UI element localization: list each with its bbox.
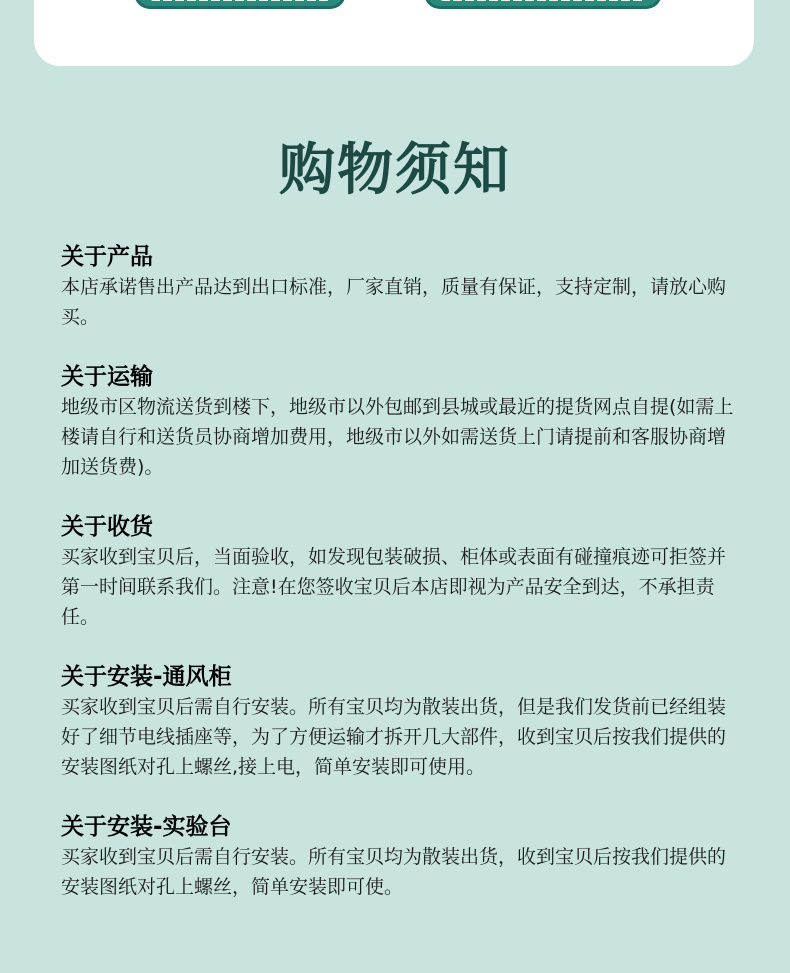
section-body: 买家收到宝贝后需自行安装。所有宝贝均为散装出货，但是我们发货前已经组装好了细节电线插座等，为了方便运输才拆开几大部件，收到宝贝后按我们提供的安装图纸对孔上螺丝,接上电，简单安装即可使用。 — [61, 696, 727, 778]
section-heading: 关于安装-通风柜 — [61, 664, 232, 690]
top-button-left[interactable] — [134, 0, 346, 9]
section-heading: 关于产品 — [61, 244, 153, 270]
section-heading: 关于安装-实验台 — [61, 814, 232, 840]
top-card — [34, 0, 754, 66]
section-body: 买家收到宝贝后，当面验收，如发现包装破损、柜体或表面有碰撞痕迹可拒签并第一时间联系我们。注意!在您签收宝贝后本店即视为产品安全到达，不承担责任。 — [61, 546, 727, 628]
section-receiving — [61, 512, 737, 632]
section-heading: 关于运输 — [61, 364, 153, 390]
section-body: 地级市区物流送货到楼下，地级市以外包邮到县城或最近的提货网点自提(如需上楼请自行和送货员协商增加费用，地级市以外如需送货上门请提前和客服协商增加送货费)。 — [61, 396, 734, 478]
section-product — [61, 242, 737, 332]
section-shipping — [61, 362, 737, 482]
top-button-right[interactable] — [424, 0, 662, 9]
section-body: 买家收到宝贝后需自行安装。所有宝贝均为散装出货，收到宝贝后按我们提供的安装图纸对孔上螺丝，简单安装即可使。 — [61, 846, 727, 898]
section-install-labbench — [61, 812, 737, 902]
section-body: 本店承诺售出产品达到出口标准，厂家直销，质量有保证，支持定制，请放心购买。 — [61, 276, 727, 328]
page-title: 购物须知 — [279, 138, 511, 203]
section-heading: 关于收货 — [61, 514, 153, 540]
section-install-fumehood — [61, 662, 737, 782]
